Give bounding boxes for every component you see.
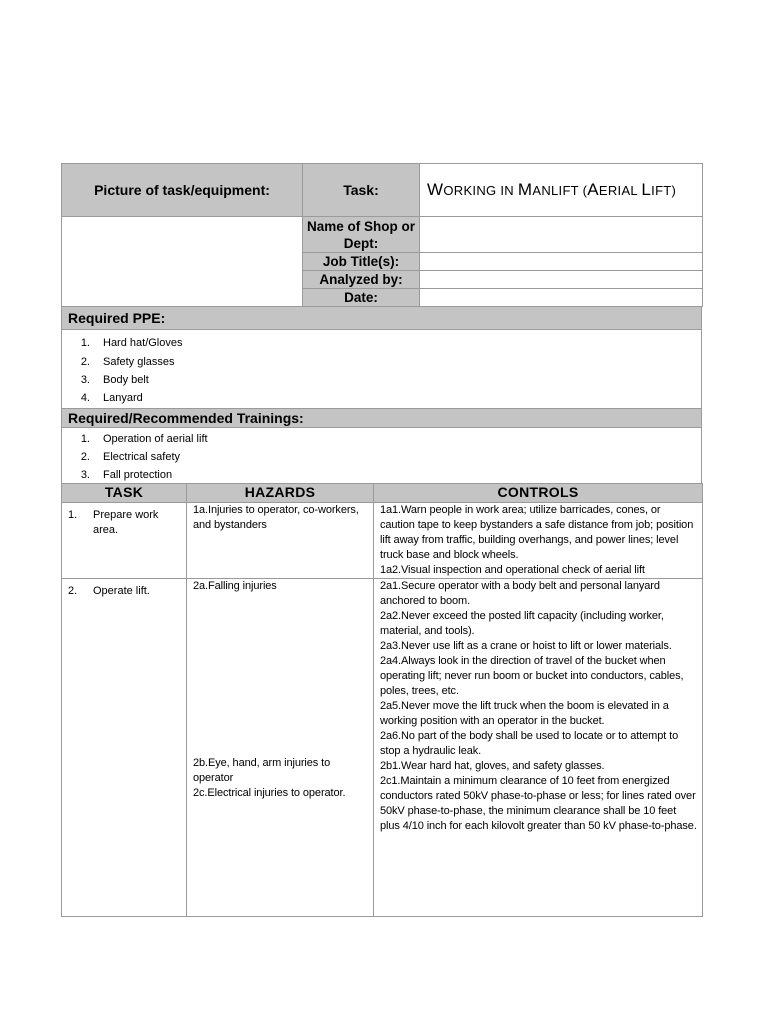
trainings-list — [62, 428, 701, 483]
controls-cell: 2a1.Secure operator with a body belt and personal lanyard anchored to boom. 2a2.Never exceed the posted lift capacity (including worker, material, and tools). 2a3.Never use lift as a crane or hoist to lift or lower materials. 2a4.Always look in the direction of travel of the bucket when operating lift; never run boom or bucket into conductors, cables, poles, trees, etc. 2a5.Never move the lift truck when the boom is elevated in a working position with an operator in the bucket. 2a6.No part of the body shall be used to locate or to attempt to stop a hydraulic leak. 2b1.Wear hard hat, gloves, and safety glasses. 2c1.Maintain a minimum clearance of 10 feet from energized conductors rated 50kV phase-to-phase or less; for lines rated over 50kV phase-to-phase, the minimum clearance shall be 10 feet plus 4/10 inch for each kilovolt greater than 50 kV phase-to-phase. — [374, 578, 703, 916]
picture-label: Picture of task/equipment: — [62, 164, 303, 217]
list-item: 1. Operation of aerial lift — [80, 432, 208, 445]
task-label: Task: — [303, 164, 420, 217]
task-title: WORKING IN MANLIFT (AERIAL LIFT) — [420, 164, 703, 217]
requirements-table — [61, 306, 702, 484]
table-row — [62, 578, 703, 916]
hazards-column-header: HAZARDS — [187, 483, 374, 502]
shop-dept-field[interactable] — [420, 217, 703, 253]
task-cell: 2. Operate lift. — [62, 578, 187, 916]
list-item: 2. Safety glasses — [80, 355, 175, 368]
trainings-list-cell — [62, 427, 702, 483]
task-column-header: TASK — [62, 483, 187, 502]
header-table — [61, 163, 703, 307]
analyzed-by-label: Analyzed by: — [303, 271, 420, 289]
analyzed-by-field[interactable] — [420, 271, 703, 289]
table-row — [62, 502, 703, 578]
ppe-list-cell — [62, 330, 702, 409]
task-cell: 1. Prepare work area. — [62, 502, 187, 578]
ppe-title: Required PPE: — [62, 307, 702, 330]
job-hazard-analysis-form — [61, 163, 702, 917]
list-item: 3. Body belt — [80, 374, 149, 386]
date-field[interactable] — [420, 289, 703, 307]
job-title-label: Job Title(s): — [303, 253, 420, 271]
list-item: 4. Lanyard — [80, 391, 143, 404]
list-item: 3. Fall protection — [80, 468, 173, 481]
trainings-title: Required/Recommended Trainings: — [62, 408, 702, 427]
controls-column-header: CONTROLS — [374, 483, 703, 502]
picture-area[interactable] — [62, 217, 303, 307]
job-title-field[interactable] — [420, 253, 703, 271]
hazards-cell: 1a.Injuries to operator, co-workers, and bystanders — [187, 502, 374, 578]
analysis-table — [61, 483, 703, 917]
ppe-list — [62, 330, 701, 408]
date-label: Date: — [303, 289, 420, 307]
list-item: 1. Hard hat/Gloves — [80, 337, 183, 349]
shop-dept-label: Name of Shop or Dept: — [303, 217, 420, 253]
controls-cell: 1a1.Warn people in work area; utilize barricades, cones, or caution tape to keep bystanders a safe distance from job; position lift away from traffic, building overhangs, and power lines; level truck base and block wheels. 1a2.Visual inspection and operational check of aerial lift — [374, 502, 703, 578]
list-item: 2. Electrical safety — [80, 451, 181, 463]
hazards-cell: 2a.Falling injuries 2b.Eye, hand, arm injuries to operator 2c.Electrical injuries to operator. — [187, 578, 374, 916]
